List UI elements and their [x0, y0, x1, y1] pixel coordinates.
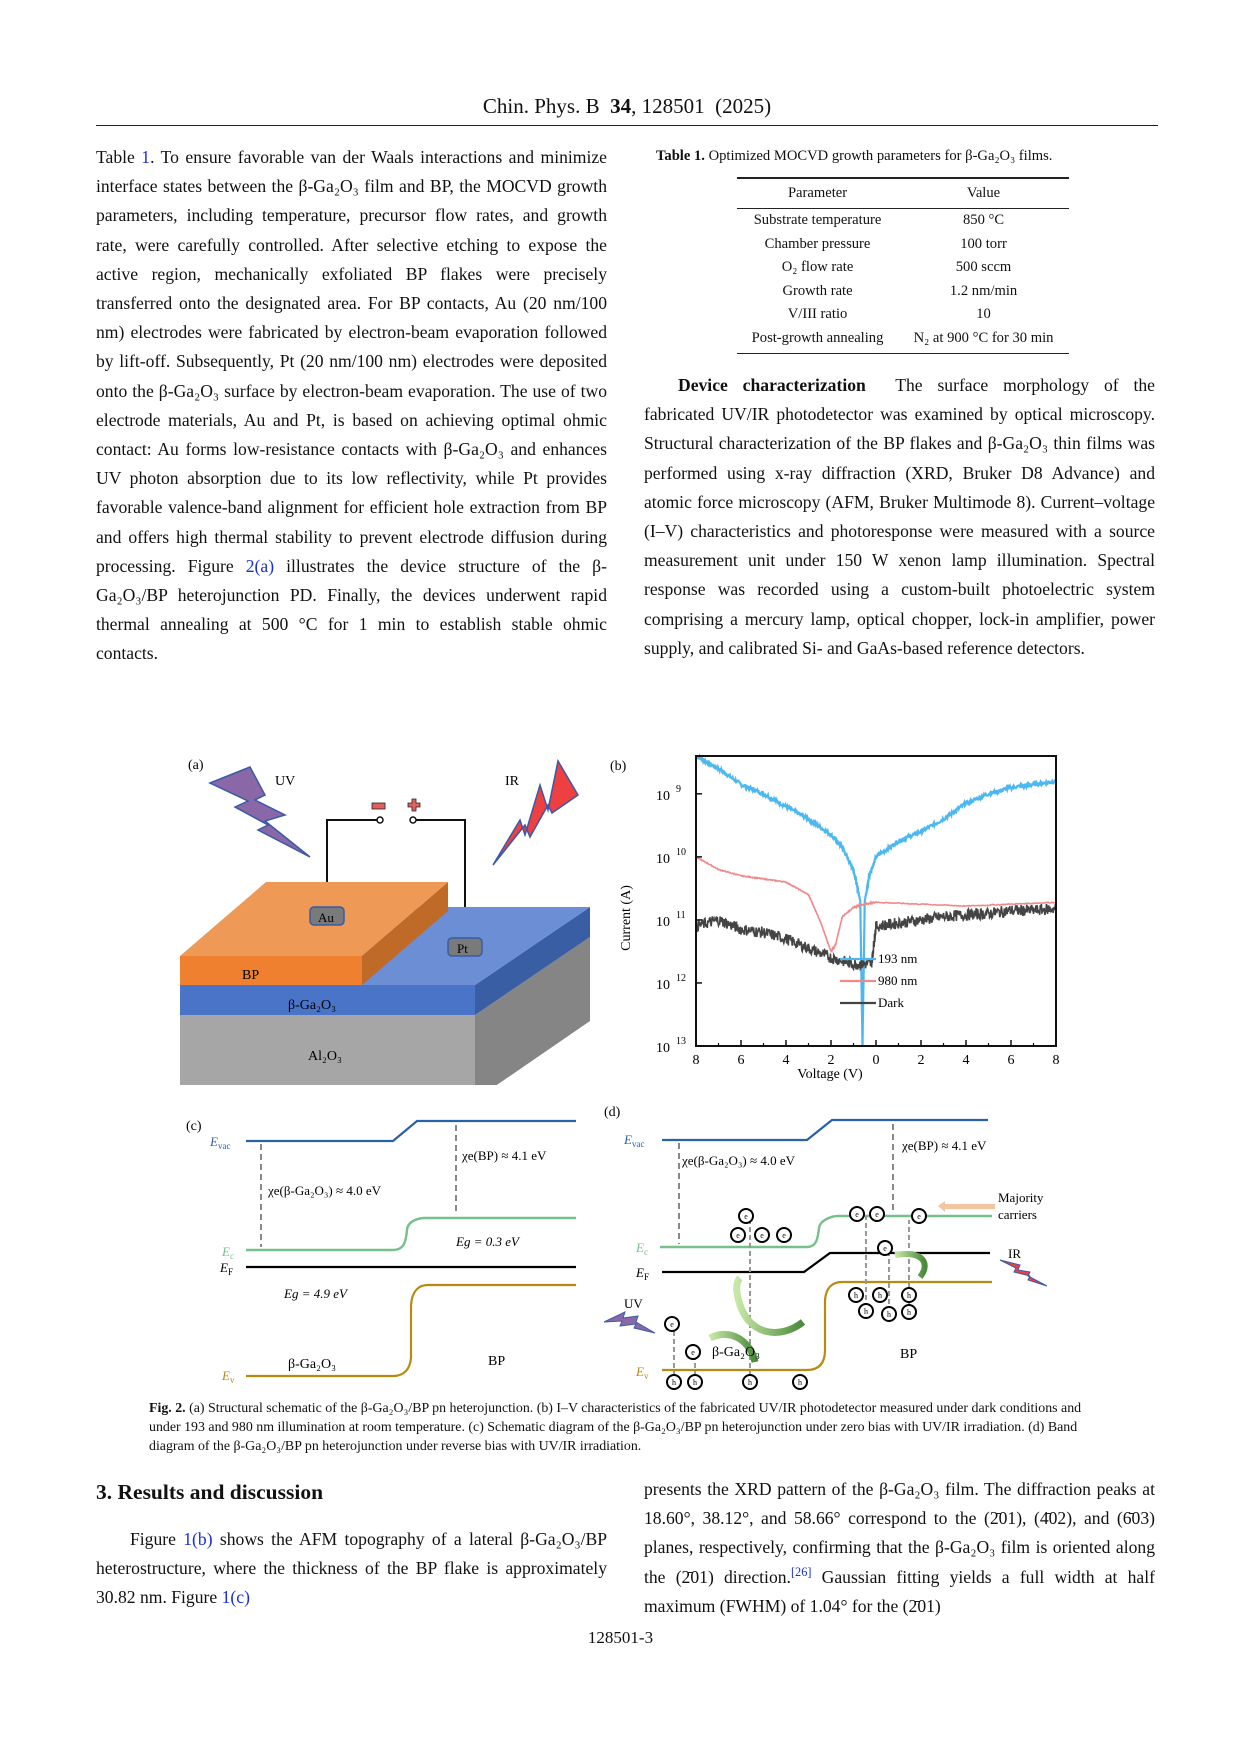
bp-label: BP	[242, 968, 260, 983]
svg-text:Au: Au	[318, 910, 334, 925]
y-tick-label: 10 $^{12}$	[656, 972, 686, 993]
minus-icon	[372, 803, 385, 809]
majority-label: Majority	[998, 1190, 1044, 1205]
bp-layer	[180, 956, 362, 985]
hole-icon-label: h	[864, 1307, 868, 1316]
ga2o3-label: β-Ga₂O₃	[288, 998, 336, 1013]
citation-link[interactable]: [26]	[790, 1564, 812, 1579]
electron-icon-label: e	[691, 1348, 695, 1357]
article-number: 128501	[641, 94, 705, 118]
y-tick-label: 10 $^{10}$	[656, 846, 686, 867]
methods-paragraph: Table 1. To ensure favorable van der Waals interactions and minimize interface states between the β-Ga₂O₃ film and BP, the MOCVD growth parameters, including temperature, precursor flow rates, and growth rate, were carefully controlled. After selective etching to expose the active region, mechanically exfoliated BP flakes were precisely transferred onto the designated area. For BP contacts, Au (20 nm/100 nm) electrodes were fabricated by electron-beam evaporation followed by lift-off. Subsequently, Pt (20 nm/100 nm) electrodes were deposited onto the β-Ga₂O₃ surface by electron-beam evaporation. The use of two electrode materials, Au and Pt, is based on achieving optimal ohmic contact: Au forms low-resistance contacts with β-Ga₂O₃ and enhances UV photon absorption due to its low reflectivity, while Pt provides favorable valence-band alignment for efficient hole extraction from BP and offers high thermal stability to prevent electrode diffusion during processing. Figure 2(a) illustrates the device structure of the β-Ga₂O₃/BP heterojunction PD. Finally, the devices underwent rapid thermal annealing at 500 °C for 1 min to establish stable ohmic contacts.	[96, 147, 607, 664]
bp-transfer-arrow	[895, 1254, 925, 1277]
hole-icon-label: h	[907, 1308, 911, 1317]
panel-label-d: (d)	[604, 1105, 621, 1120]
chart-axes	[656, 784, 1060, 1068]
svg-text:Pt: Pt	[457, 941, 468, 956]
uv-lightning-icon-d	[604, 1312, 655, 1333]
electron-icon-label: e	[855, 1210, 859, 1219]
legend-label: 193 nm	[878, 951, 918, 966]
journal-volume: 34	[610, 94, 632, 118]
eg-bp-label: Eg = 0.3 eV	[456, 1234, 519, 1249]
page-number: 128501-3	[587, 1628, 654, 1647]
table-header-value: Value	[898, 178, 1069, 209]
section-heading: 3. Results and discussion	[96, 1480, 324, 1504]
ef-label: $E_F$	[220, 1260, 233, 1277]
results-paragraph: Figure 1(b) shows the AFM topography of a lateral β-Ga₂O₃/BP heterostructure, where the thickness of the BP flake is approximately 30.82 nm. Figure 1(c)	[96, 1529, 607, 1608]
figure-1b-link[interactable]: 1(b)	[183, 1529, 213, 1549]
hole-icon-label: h	[798, 1378, 802, 1387]
legend-label: Dark	[878, 995, 904, 1010]
plus-icon	[408, 799, 420, 811]
hole-icon-label: h	[748, 1378, 752, 1387]
eg-ga2o3-label: Eg = 4.9 eV	[284, 1286, 347, 1301]
evac-label: $E_{vac}$	[210, 1134, 231, 1151]
journal-year: (2025)	[715, 94, 772, 118]
x-tick-label: 8	[692, 1053, 700, 1068]
fermi-level-line-d	[662, 1253, 990, 1272]
electron-icon-label: e	[782, 1231, 786, 1240]
results-paragraph-continued: presents the XRD pattern of the β-Ga₂O₃ film. The diffraction peaks at 18.60°, 38.12°, and 58.66° correspond to the (2̄01), (4̄02), and (6̄03) planes, respectively, confirming that the β-Ga₂O₃ film is oriented along the (2̄01) direction.[26] Gaussian fitting yields a full width at half maximum (FWHM) of 1.04° for the (2̄01)	[644, 1479, 1155, 1616]
ga2o3-region-label: β-Ga₂O₃	[288, 1357, 336, 1372]
x-tick-label: 8	[1052, 1053, 1060, 1068]
al2o3-label: Al₂O₃	[308, 1049, 342, 1064]
figure-caption-text: (a) Structural schematic of the β-Ga₂O₃/BP pn heterojunction. (b) I–V characteristics of the fabricated UV/IR photodetector measured under dark conditions and under 193 and 980 nm illumination at room temperature. (c) Schematic diagram of the β-Ga₂O₃/BP pn heterojunction under zero bias with UV/IR irradiation. (d) Band diagram of the β-Ga₂O₃/BP pn heterojunction under reverse bias with UV/IR irradiation.	[149, 1401, 1082, 1454]
table-row: Post-growth annealing N₂ at 900 °C for 30 min	[737, 327, 1069, 354]
paragraph-heading: Device characterization	[678, 375, 866, 395]
hole-icon-label: h	[907, 1291, 911, 1300]
ef-label-d: $E_F$	[636, 1265, 649, 1282]
x-tick-label: 2	[917, 1053, 925, 1068]
table-link[interactable]: 1	[141, 147, 151, 167]
chi-ga2o3-label-d: χe(β-Ga₂O₃) ≈ 4.0 eV	[682, 1153, 796, 1168]
table-header-parameter: Parameter	[737, 178, 898, 209]
hole-icon-label: h	[672, 1378, 676, 1387]
figure-a-device-schematic	[180, 745, 600, 1085]
device-characterization-paragraph: Device characterization The surface morphology of the fabricated UV/IR photodetector was examined by optical microscopy. Structural characterization of the BP flakes and β-Ga₂O₃ thin films was performed using x-ray diffraction (XRD, Bruker D8 Advance) and atomic force microscopy (AFM, Bruker Multimode 8). Current–voltage (I–V) characteristics and photoresponse were measured with a source measurement unit under 150 W xenon lamp illumination. Spectral response was recorded using a custom-built photoelectric system comprising a mercury lamp, optical chopper, lock-in amplifier, power supply, and calibrated Si- and GaAs-based reference detectors.	[644, 375, 1155, 658]
figure-1c-link[interactable]: 1(c)	[221, 1587, 250, 1608]
chi-ga2o3-label: χe(β-Ga₂O₃) ≈ 4.0 eV	[268, 1183, 382, 1198]
table-row: Growth rate 1.2 nm/min	[782, 282, 1018, 299]
electron-icon-label: e	[917, 1212, 921, 1221]
hole-icon-label: h	[693, 1378, 697, 1387]
journal-name: Chin. Phys. B	[482, 94, 600, 118]
x-tick-label: 4	[962, 1053, 970, 1068]
results-right-column	[644, 1475, 1155, 1621]
series-line-980-nm	[696, 857, 1056, 951]
y-tick-label: 10 $^{11}$	[656, 909, 686, 930]
chart-legend	[840, 951, 917, 1010]
electron-icon-label: e	[883, 1244, 887, 1253]
vacuum-level-line	[246, 1121, 576, 1141]
electron-icon-label: e	[736, 1231, 740, 1240]
chi-bp-label-d: χe(BP) ≈ 4.1 eV	[902, 1138, 987, 1153]
svg-text:+: +	[413, 801, 414, 802]
ir-label: IR	[505, 774, 519, 789]
y-tick-label: 10 $^9$	[656, 783, 681, 804]
evac-label-d: $E_{vac}$	[624, 1132, 645, 1149]
conduction-band-line	[246, 1218, 576, 1250]
uv-label-d: UV	[624, 1296, 643, 1311]
ga2o3-region-label-d: β-Ga₂O₃	[712, 1345, 760, 1360]
panel-label-a: (a)	[188, 758, 204, 773]
electron-icon-label: e	[760, 1231, 764, 1240]
uv-label: UV	[275, 774, 296, 789]
hole-icon-label: h	[878, 1291, 882, 1300]
table-row: Substrate temperature 850 °C	[753, 212, 1005, 228]
ec-label: $E_c$	[222, 1244, 234, 1261]
svg-text:−: −	[376, 801, 377, 802]
ev-label-d: $E_v$	[636, 1364, 649, 1381]
bp-region-label-d: BP	[900, 1347, 918, 1362]
figure-d-band-diagram	[600, 1100, 1060, 1390]
results-left-column	[96, 1525, 607, 1613]
left-column	[96, 143, 607, 669]
x-tick-label: 6	[1007, 1053, 1015, 1068]
y-axis-label: Current (A)	[619, 885, 634, 951]
ir-label-d: IR	[1008, 1246, 1021, 1261]
bp-region-label: BP	[488, 1354, 506, 1369]
electron-icon-label: e	[744, 1212, 748, 1221]
panel-label-c: (c)	[186, 1119, 202, 1134]
hole-icon-label: h	[887, 1310, 891, 1319]
electron-icon-label: e	[875, 1210, 879, 1219]
vacuum-level-line-d	[662, 1120, 988, 1140]
chi-bp-label: χe(BP) ≈ 4.1 eV	[462, 1148, 547, 1163]
x-tick-label: 6	[737, 1053, 745, 1068]
figure-c-band-diagram	[180, 1100, 600, 1390]
x-tick-label: 2	[827, 1053, 835, 1068]
x-tick-label: 0	[872, 1053, 880, 1068]
hole-icon-label: h	[854, 1291, 858, 1300]
legend-label: 980 nm	[878, 973, 918, 988]
carrier-group	[665, 1207, 926, 1389]
right-column	[644, 371, 1155, 663]
x-axis-label: Voltage (V)	[797, 1067, 863, 1082]
panel-label-b: (b)	[610, 759, 627, 774]
x-tick-label: 4	[782, 1053, 790, 1068]
figure-b-iv-chart	[600, 740, 1060, 1085]
header-rule	[96, 125, 1158, 126]
majority-carriers-arrow	[938, 1201, 995, 1212]
figure-caption	[149, 1399, 1107, 1456]
table-row: V/III ratio 10	[787, 306, 991, 322]
figure-link[interactable]: 2(a)	[245, 555, 275, 576]
conduction-band-line-d	[660, 1216, 992, 1247]
ev-label: $E_v$	[222, 1368, 235, 1385]
electron-icon-label: e	[670, 1320, 674, 1329]
figure-caption-label: Fig. 2.	[149, 1401, 186, 1416]
table-row: O₂ flow rate 500 sccm	[781, 259, 1012, 275]
table-caption: Table 1. Optimized MOCVD growth parameters for β-Ga₂O₃ films.	[656, 148, 1053, 164]
y-tick-label: 10 $^{13}$	[656, 1036, 686, 1056]
parameters-table	[737, 177, 1069, 354]
hole-transfer-arrow	[737, 1278, 803, 1332]
running-header: Chin. Phys. B 34, 128501 (2025)	[482, 94, 772, 118]
ir-lightning-icon-d	[1000, 1260, 1047, 1286]
ec-label-d: $E_c$	[636, 1240, 648, 1257]
carriers-label: carriers	[998, 1207, 1037, 1222]
table-row: Chamber pressure 100 torr	[764, 235, 1007, 252]
